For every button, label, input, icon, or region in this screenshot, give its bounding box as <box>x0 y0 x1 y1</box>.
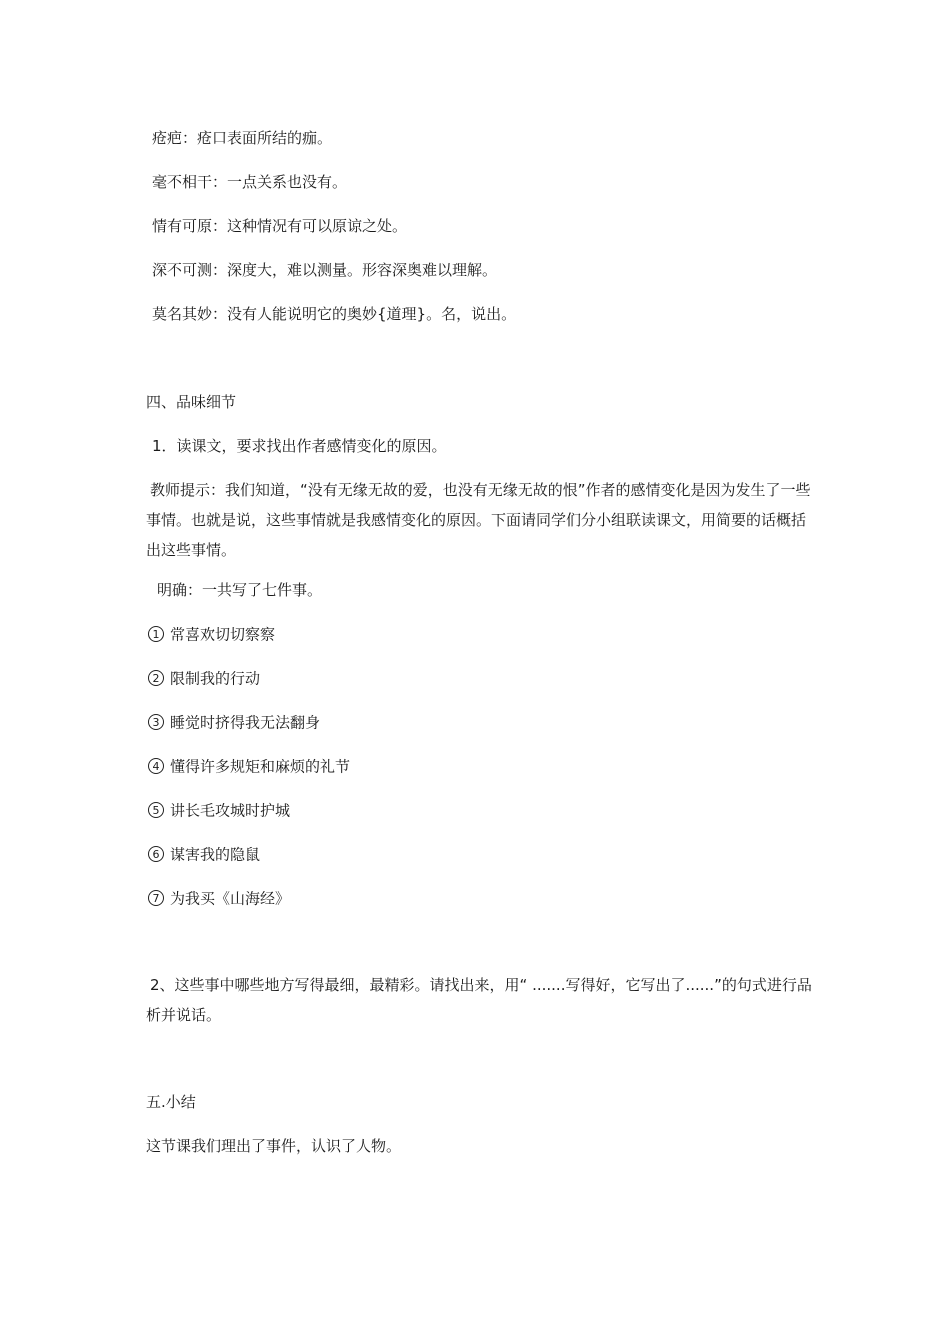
list-item-text: 为我买《山海经》 <box>170 889 291 908</box>
list-item-text: 懂得许多规矩和麻烦的礼节 <box>170 757 351 776</box>
summary-text: 这节课我们理出了事件，认识了人物。 <box>146 1137 402 1155</box>
list-item-text: 限制我的行动 <box>170 669 261 688</box>
definition-5: 莫名其妙：没有人能说明它的奥妙{道理}。名，说出。 <box>152 305 517 323</box>
definition-3: 情有可原：这种情况有可以原谅之处。 <box>152 217 408 235</box>
list-item <box>148 668 818 689</box>
number-circle: 4 <box>148 758 164 774</box>
number-circle: 1 <box>148 626 164 642</box>
list-item <box>148 756 818 777</box>
definition-2: 毫不相干：一点关系也没有。 <box>152 173 348 191</box>
number-circle: 7 <box>148 890 164 906</box>
section-4-heading: 四、品味细节 <box>146 393 237 411</box>
list-item <box>148 888 818 909</box>
section-5-heading: 五.小结 <box>146 1093 196 1111</box>
question-1: 1．读课文，要求找出作者感情变化的原因。 <box>152 437 447 455</box>
teacher-hint <box>146 475 816 565</box>
list-item-text: 睡觉时挤得我无法翻身 <box>170 713 321 732</box>
number-circle: 3 <box>148 714 164 730</box>
answer-line: 明确：一共写了七件事。 <box>157 581 323 599</box>
list-item <box>148 800 818 821</box>
list-item-text: 常喜欢切切察察 <box>170 625 276 644</box>
list-item <box>148 844 818 865</box>
list-item-text: 谋害我的隐鼠 <box>170 845 261 864</box>
number-circle: 5 <box>148 802 164 818</box>
definition-1: 疮疤：疮口表面所结的痂。 <box>152 129 333 147</box>
list-item <box>148 624 818 645</box>
question-2 <box>146 970 816 1030</box>
list-item-text: 讲长毛攻城时护城 <box>170 801 291 820</box>
question-2-text: 2、这些事中哪些地方写得最细，最精彩。请找出来，用“ .......写得好，它写出了......”的句式进行品析并说话。 <box>146 976 812 1024</box>
number-circle: 6 <box>148 846 164 862</box>
number-circle: 2 <box>148 670 164 686</box>
definition-4: 深不可测：深度大，难以测量。形容深奥难以理解。 <box>152 261 498 279</box>
list-item <box>148 712 818 733</box>
teacher-hint-text: 教师提示：我们知道，“没有无缘无故的爱，也没有无缘无故的恨”作者的感情变化是因为发生了一些事情。也就是说，这些事情就是我感情变化的原因。下面请同学们分小组联读课文，用简要的话概括出这些事情。 <box>146 481 811 559</box>
